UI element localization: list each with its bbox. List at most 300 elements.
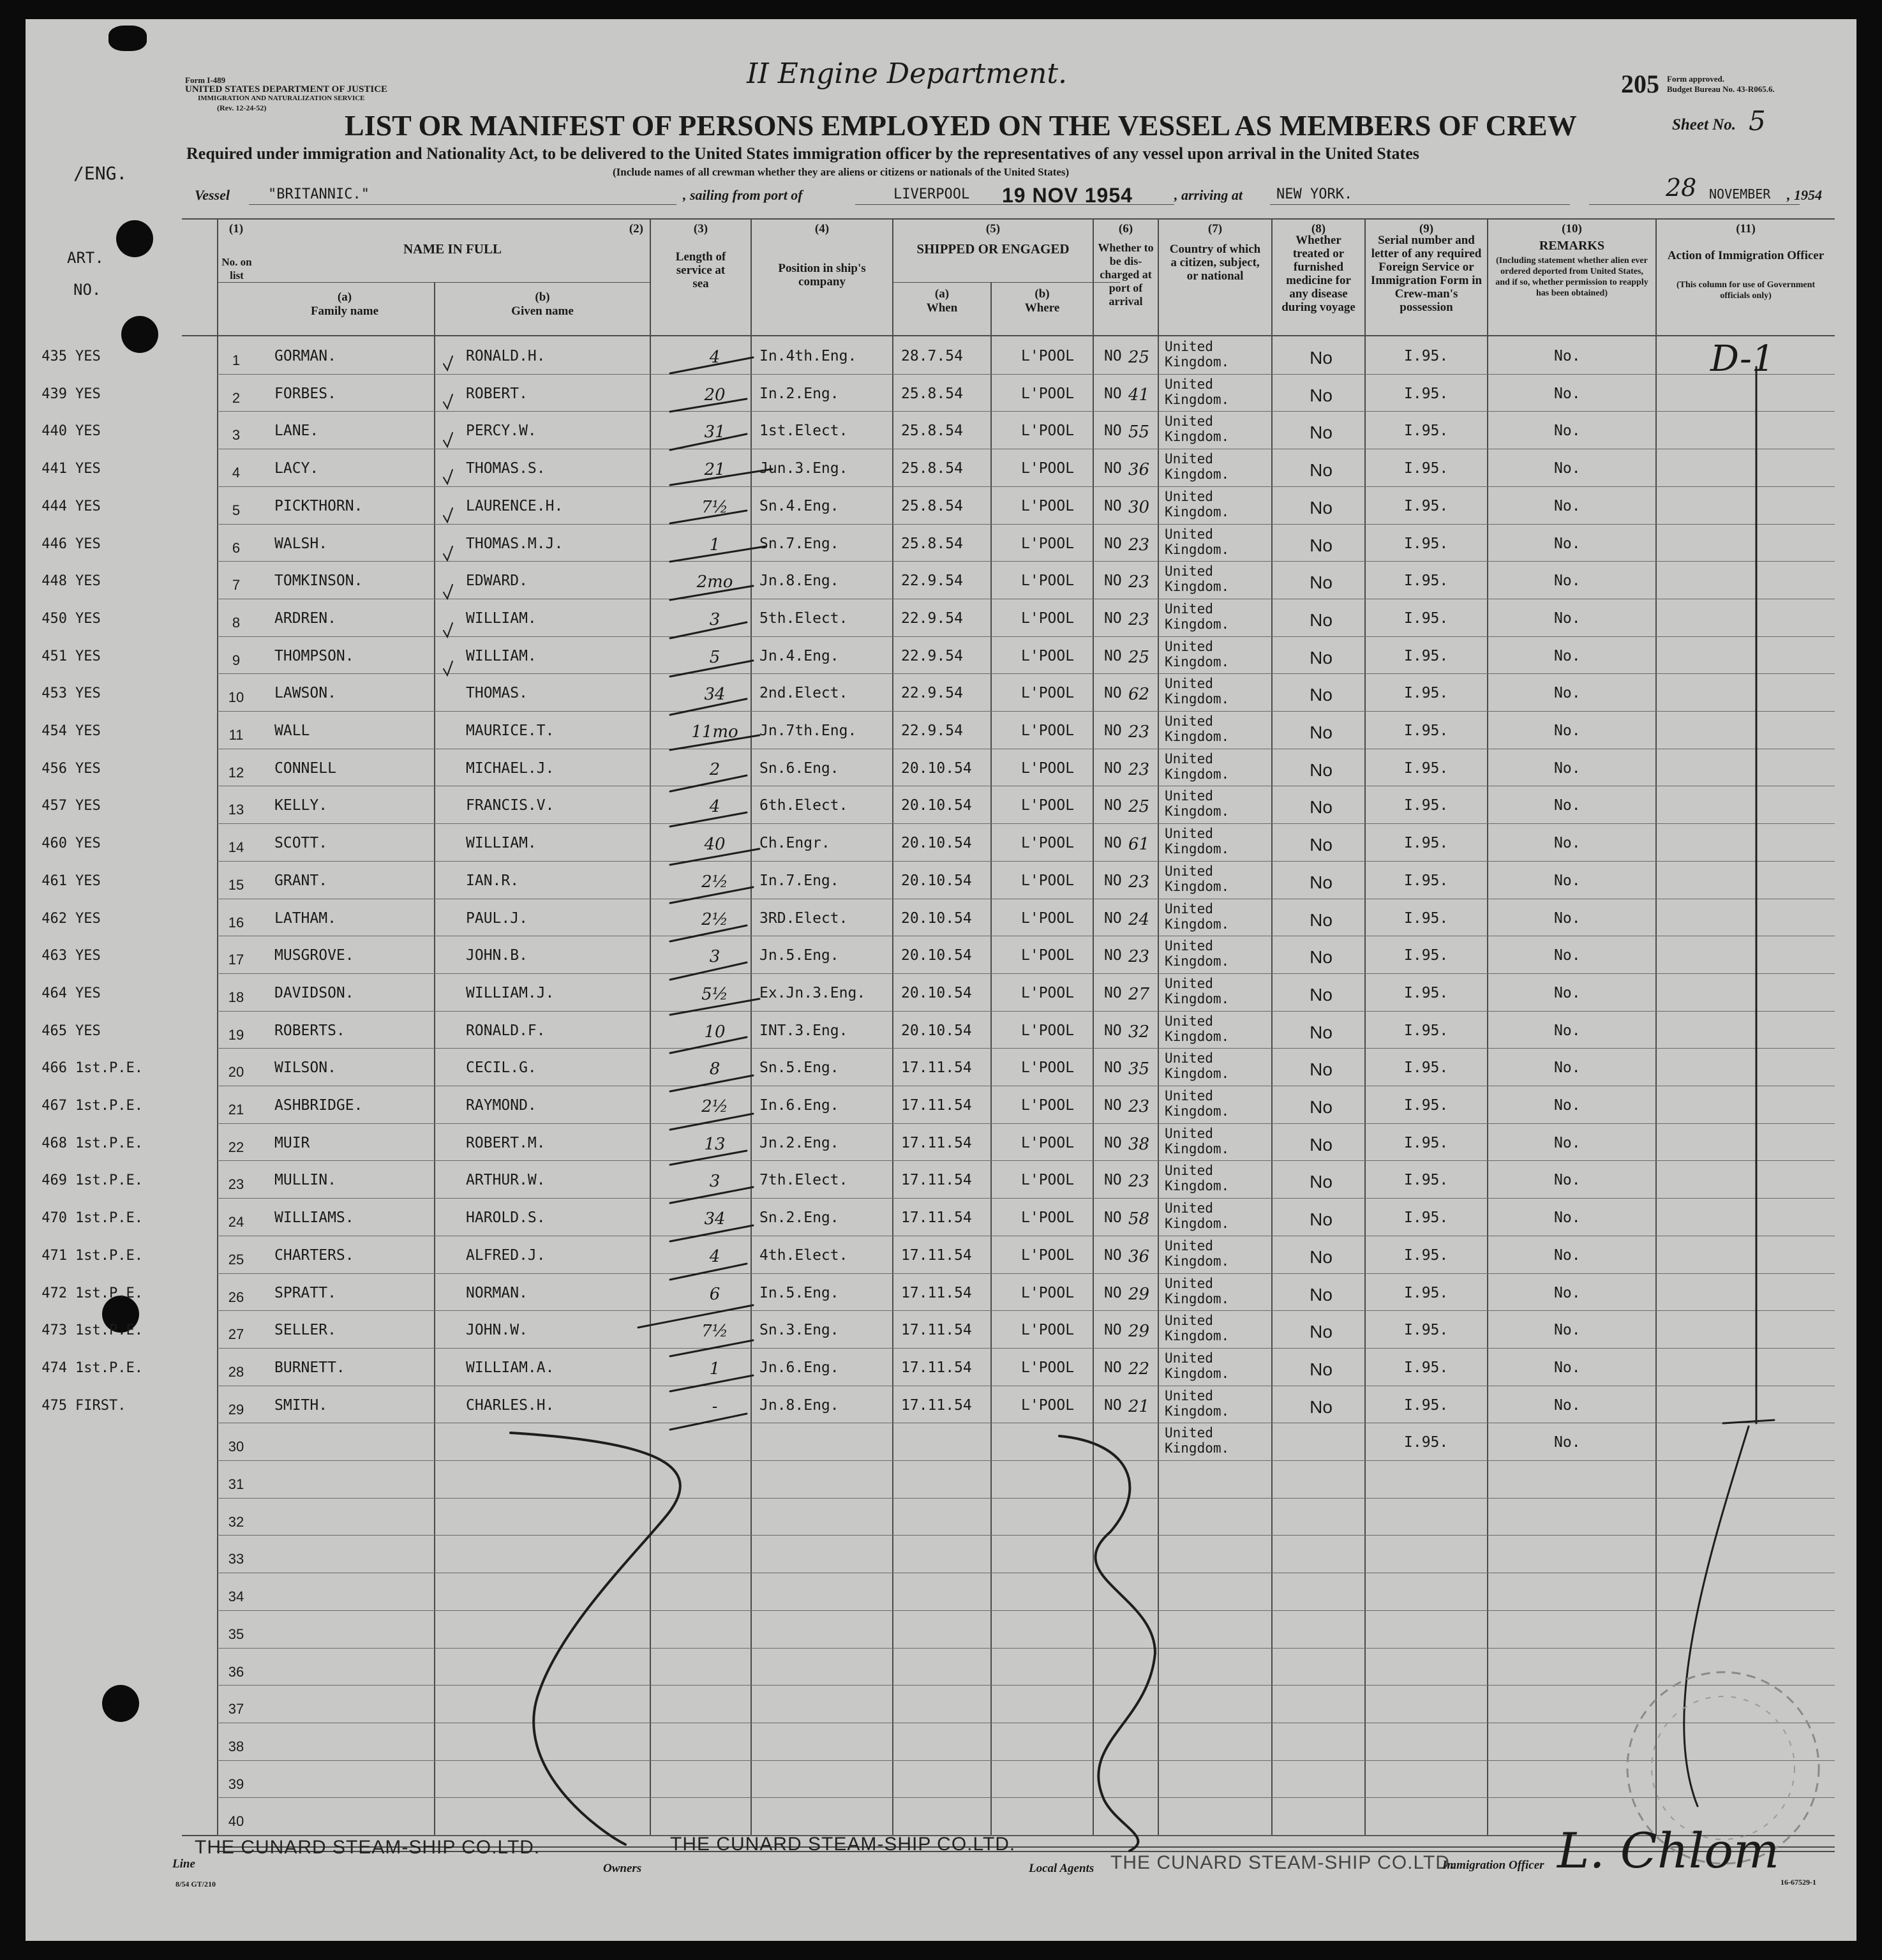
cell-country-line1: United <box>1165 976 1213 991</box>
cell-discharge: NO <box>1104 572 1122 589</box>
cell-country-line1: United <box>1165 601 1213 617</box>
row-number: 27 <box>228 1326 244 1342</box>
cell-status: YES <box>75 536 101 552</box>
cell-country-line2: Kingdom. <box>1165 1328 1230 1343</box>
col5b-header: Where <box>1024 301 1060 315</box>
cell-art: 439 <box>41 386 67 402</box>
agents-stamp: THE CUNARD STEAM-SHIP CO.LTD. <box>1110 1852 1456 1873</box>
cell-position: INT.3.Eng. <box>759 1022 848 1039</box>
row-number: 35 <box>228 1626 244 1642</box>
cell-art: 454 <box>41 723 67 739</box>
cell-where: L'POOL <box>1021 1397 1075 1414</box>
agency-subname: IMMIGRATION AND NATURALIZATION SERVICE <box>198 94 365 102</box>
cell-country-line2: Kingdom. <box>1165 916 1230 932</box>
cell-where: L'POOL <box>1021 947 1075 964</box>
cell-discharge: NO <box>1104 797 1122 814</box>
cell-given: RONALD.H. <box>466 348 546 364</box>
cell-given: ALFRED.J. <box>466 1247 546 1264</box>
cell-remarks: No. <box>1554 1059 1581 1076</box>
cell-position: 7th.Elect. <box>759 1172 848 1188</box>
cell-where: L'POOL <box>1021 685 1075 701</box>
cell-position: In.5.Eng. <box>759 1285 839 1301</box>
cell-country-line2: Kingdom. <box>1165 617 1230 632</box>
cell-serial: I.95. <box>1404 1434 1449 1451</box>
cell-where: L'POOL <box>1021 985 1075 1001</box>
cell-serial: I.95. <box>1404 1247 1449 1264</box>
cell-position: In.6.Eng. <box>759 1097 839 1114</box>
cell-when: 17.11.54 <box>901 1397 972 1414</box>
row-number: 30 <box>228 1439 244 1455</box>
cell-length: 7½ <box>701 498 728 517</box>
col10-subheader: (Including statement whether alien ever ordered deported from United States, and if so, whether permission to reapply has been obtained) <box>1495 256 1648 298</box>
col10-number: (10) <box>1562 222 1582 236</box>
cell-status: 1st.P.E. <box>75 1098 143 1114</box>
cell-discharge: NO <box>1104 1247 1122 1264</box>
cell-discharge: NO <box>1104 872 1122 889</box>
cell-position: Ch.Engr. <box>759 835 830 851</box>
cell-discharge: NO <box>1104 423 1122 439</box>
cell-length: 5½ <box>701 985 728 1004</box>
cell-family: LANE. <box>274 423 319 439</box>
cell-length: 21 <box>704 460 726 479</box>
cell-when: 22.9.54 <box>901 648 963 664</box>
cell-remarks: No. <box>1554 910 1581 927</box>
cell-country-line1: United <box>1165 751 1213 767</box>
cell-family: THOMPSON. <box>274 648 354 664</box>
cell-discharge: NO <box>1104 985 1122 1001</box>
cell-position: Jn.4.Eng. <box>759 648 839 664</box>
sailing-label: , sailing from port of <box>683 187 803 203</box>
row-number: 23 <box>228 1176 244 1192</box>
cell-art: 470 <box>41 1210 67 1226</box>
cell-given: ARTHUR.W. <box>466 1172 546 1188</box>
cell-when: 25.8.54 <box>901 385 963 402</box>
cell-position: In.2.Eng. <box>759 385 839 402</box>
cell-age: 62 <box>1128 685 1150 704</box>
col6-header: Whether to be dis-charged at port of arrival <box>1098 241 1154 308</box>
cell-age: 23 <box>1128 1172 1150 1191</box>
cell-given: ROBERT. <box>466 385 528 402</box>
cell-status: 1st.P.E. <box>75 1135 143 1151</box>
row-number: 38 <box>228 1739 244 1754</box>
local-agents-label: Local Agents <box>1029 1862 1094 1875</box>
cell-given: WILLIAM. <box>466 610 537 627</box>
cell-where: L'POOL <box>1021 498 1075 514</box>
cell-country-line1: United <box>1165 489 1213 504</box>
cell-length: 2½ <box>701 1097 728 1116</box>
art-label: ART. <box>67 249 104 267</box>
cell-remarks: No. <box>1554 947 1581 964</box>
cell-country-line1: United <box>1165 1126 1213 1141</box>
cell-family: LATHAM. <box>274 910 336 927</box>
owners-stamp: THE CUNARD STEAM-SHIP CO.LTD. <box>670 1834 1016 1855</box>
cell-position: Jn.8.Eng. <box>759 572 839 589</box>
cell-remarks: No. <box>1554 1285 1581 1301</box>
row-number: 22 <box>228 1139 244 1155</box>
officer-label: Immigration Officer <box>1442 1859 1544 1872</box>
cell-art: 469 <box>41 1172 67 1188</box>
cell-age: 23 <box>1128 947 1150 966</box>
col2a-header: Family name <box>310 304 379 318</box>
cell-serial: I.95. <box>1404 498 1449 514</box>
vessel-name: "BRITANNIC." <box>268 186 370 202</box>
cell-treated: No <box>1310 535 1333 555</box>
cell-given: HAROLD.S. <box>466 1209 546 1226</box>
cell-where: L'POOL <box>1021 610 1075 627</box>
cell-status: YES <box>75 1023 101 1039</box>
cell-art: 465 <box>41 1023 67 1039</box>
cell-treated: No <box>1310 835 1333 855</box>
cell-treated: No <box>1310 610 1333 630</box>
cell-country-line1: United <box>1165 1201 1213 1216</box>
cell-serial: I.95. <box>1404 572 1449 589</box>
cell-position: Ex.Jn.3.Eng. <box>759 985 866 1001</box>
cell-when: 20.10.54 <box>901 835 972 851</box>
cell-discharge: NO <box>1104 685 1122 701</box>
col2-header: NAME IN FULL <box>403 241 502 257</box>
cell-country-line2: Kingdom. <box>1165 392 1230 407</box>
cell-where: L'POOL <box>1021 535 1075 552</box>
cell-treated: No <box>1310 1135 1333 1155</box>
row-number: 9 <box>232 652 241 668</box>
form-approved: Form approved. <box>1667 74 1725 84</box>
cell-age: 23 <box>1128 535 1150 555</box>
cell-given: MICHAEL.J. <box>466 760 555 777</box>
cell-length: 7½ <box>701 1322 728 1341</box>
cell-when: 20.10.54 <box>901 947 972 964</box>
form-subnote: (Include names of all crewman whether they are aliens or citizens or nationals of the United States) <box>613 166 1070 178</box>
cell-serial: I.95. <box>1404 348 1449 364</box>
cell-art: 475 <box>41 1398 67 1414</box>
cell-treated: No <box>1310 910 1333 930</box>
cell-age: 29 <box>1128 1285 1150 1304</box>
cell-where: L'POOL <box>1021 1097 1075 1114</box>
cell-when: 17.11.54 <box>901 1172 972 1188</box>
cell-remarks: No. <box>1554 835 1581 851</box>
cell-discharge: NO <box>1104 1135 1122 1151</box>
void-mark <box>1059 1436 1155 1851</box>
cell-remarks: No. <box>1554 423 1581 439</box>
cell-where: L'POOL <box>1021 1359 1075 1376</box>
art-no-label: NO. <box>73 281 101 299</box>
cell-treated: No <box>1310 572 1333 592</box>
cell-art: 464 <box>41 985 67 1001</box>
cell-position: Jun.3.Eng. <box>759 460 848 477</box>
cell-remarks: No. <box>1554 535 1581 552</box>
cell-age: 25 <box>1128 648 1150 667</box>
cell-remarks: No. <box>1554 1322 1581 1338</box>
cell-position: Jn.2.Eng. <box>759 1135 839 1151</box>
cell-age: 23 <box>1128 872 1150 892</box>
cell-given: THOMAS.M.J. <box>466 535 564 552</box>
cell-serial: I.95. <box>1404 1022 1449 1039</box>
cell-remarks: No. <box>1554 648 1581 664</box>
cell-where: L'POOL <box>1021 1322 1075 1338</box>
row-number: 10 <box>228 689 244 705</box>
cell-age: 23 <box>1128 722 1150 742</box>
cell-status: YES <box>75 835 101 851</box>
cell-art: 440 <box>41 423 67 439</box>
cell-where: L'POOL <box>1021 910 1075 927</box>
cell-status: YES <box>75 723 101 739</box>
col11-number: (11) <box>1736 222 1756 236</box>
cell-position: Jn.8.Eng. <box>759 1397 839 1414</box>
cell-when: 20.10.54 <box>901 1022 972 1039</box>
cell-family: WALSH. <box>274 535 328 552</box>
cell-where: L'POOL <box>1021 1172 1075 1188</box>
cell-family: PICKTHORN. <box>274 498 363 514</box>
form-revision: (Rev. 12-24-52) <box>217 103 267 112</box>
cell-length: 4 <box>709 348 721 367</box>
cell-serial: I.95. <box>1404 1059 1449 1076</box>
arrival-month: NOVEMBER <box>1709 186 1771 202</box>
cell-art: 457 <box>41 798 67 814</box>
cell-country-line2: Kingdom. <box>1165 1253 1230 1269</box>
cell-age: 29 <box>1128 1322 1150 1341</box>
cell-given: EDWARD. <box>466 572 528 589</box>
row-number: 8 <box>232 615 241 631</box>
row-number: 39 <box>228 1776 244 1792</box>
cell-age: 23 <box>1128 610 1150 629</box>
cell-serial: I.95. <box>1404 685 1449 701</box>
cell-serial: I.95. <box>1404 797 1449 814</box>
cell-country-line2: Kingdom. <box>1165 1216 1230 1231</box>
cell-position: 5th.Elect. <box>759 610 848 627</box>
cell-family: LACY. <box>274 460 319 477</box>
cell-treated: No <box>1310 685 1333 705</box>
cell-country-line1: United <box>1165 714 1213 729</box>
cell-family: SMITH. <box>274 1397 328 1414</box>
cell-where: L'POOL <box>1021 760 1075 777</box>
cell-discharge: NO <box>1104 1059 1122 1076</box>
cell-art: 471 <box>41 1248 67 1264</box>
cell-status: YES <box>75 985 101 1001</box>
cell-given: JOHN.W. <box>466 1322 528 1338</box>
cell-position: Sn.3.Eng. <box>759 1322 839 1338</box>
cell-discharge: NO <box>1104 1022 1122 1039</box>
cell-treated: No <box>1310 985 1333 1005</box>
cell-art: 446 <box>41 536 67 552</box>
col5b-letter: (b) <box>1034 287 1050 301</box>
col10-header: REMARKS <box>1539 239 1605 253</box>
cell-when: 20.10.54 <box>901 797 972 814</box>
row-number: 5 <box>232 502 241 518</box>
cell-given: NORMAN. <box>466 1285 528 1301</box>
row-number: 17 <box>228 952 244 968</box>
cell-position: Sn.2.Eng. <box>759 1209 839 1226</box>
cell-serial: I.95. <box>1404 872 1449 889</box>
cell-discharge: NO <box>1104 1285 1122 1301</box>
row-number: 16 <box>228 915 244 931</box>
row-number: 7 <box>232 577 241 593</box>
row-number: 31 <box>228 1476 244 1492</box>
cell-art: 462 <box>41 911 67 927</box>
cell-discharge: NO <box>1104 1322 1122 1338</box>
cell-where: L'POOL <box>1021 460 1075 477</box>
cell-status: 1st.P.E. <box>75 1060 143 1076</box>
cell-given: LAURENCE.H. <box>466 498 564 514</box>
cell-discharge: NO <box>1104 1359 1122 1376</box>
page-number: 205 <box>1621 70 1659 98</box>
cell-length: 2mo <box>696 572 733 592</box>
cell-remarks: No. <box>1554 985 1581 1001</box>
cell-when: 22.9.54 <box>901 685 963 701</box>
cell-position: 2nd.Elect. <box>759 685 848 701</box>
cell-length: 2½ <box>701 872 728 892</box>
cell-given: MAURICE.T. <box>466 722 555 739</box>
col5-header: SHIPPED OR ENGAGED <box>916 241 1070 257</box>
cell-length: 34 <box>704 1209 726 1229</box>
cell-remarks: No. <box>1554 1359 1581 1376</box>
col4-number: (4) <box>814 222 830 236</box>
cell-when: 22.9.54 <box>901 572 963 589</box>
cell-family: DAVIDSON. <box>274 985 354 1001</box>
cell-remarks: No. <box>1554 1397 1581 1414</box>
cell-length: 2½ <box>701 910 728 929</box>
cell-length: - <box>712 1397 718 1416</box>
cell-where: L'POOL <box>1021 1059 1075 1076</box>
cell-where: L'POOL <box>1021 1022 1075 1039</box>
cell-status: YES <box>75 761 101 777</box>
cell-length: 40 <box>704 835 726 854</box>
cell-country-line2: Kingdom. <box>1165 1103 1230 1119</box>
cell-position: In.4th.Eng. <box>759 348 857 364</box>
cell-when: 20.10.54 <box>901 872 972 889</box>
cell-family: MULLIN. <box>274 1172 336 1188</box>
cell-remarks: No. <box>1554 760 1581 777</box>
line-label: Line <box>172 1857 195 1871</box>
sheet-number: 5 <box>1749 105 1766 137</box>
owners-label: Owners <box>603 1862 642 1875</box>
cell-treated: No <box>1310 460 1333 480</box>
cell-country-line1: United <box>1165 938 1213 954</box>
cell-remarks: No. <box>1554 722 1581 739</box>
row-number: 29 <box>228 1402 244 1418</box>
cell-status: 1st.P.E. <box>75 1248 143 1264</box>
cell-when: 17.11.54 <box>901 1097 972 1114</box>
cell-family: KELLY. <box>274 797 328 814</box>
cell-where: L'POOL <box>1021 648 1075 664</box>
cell-age: 27 <box>1128 985 1150 1004</box>
cell-serial: I.95. <box>1404 423 1449 439</box>
cell-status: YES <box>75 611 101 627</box>
cell-when: 17.11.54 <box>901 1247 972 1264</box>
col2b-header: Given name <box>511 304 574 318</box>
cell-when: 28.7.54 <box>901 348 963 364</box>
col3-header: Length of service at sea <box>675 250 726 290</box>
cell-family: BURNETT. <box>274 1359 345 1376</box>
cell-length: 1 <box>709 1359 721 1379</box>
cell-art: 468 <box>41 1135 67 1151</box>
cell-serial: I.95. <box>1404 1172 1449 1188</box>
row-number: 21 <box>228 1102 244 1118</box>
cell-where: L'POOL <box>1021 797 1075 814</box>
cell-serial: I.95. <box>1404 1359 1449 1376</box>
cell-country-line1: United <box>1165 901 1213 916</box>
col1-number: (1) <box>228 222 244 236</box>
cell-treated: No <box>1310 1285 1333 1305</box>
cell-family: MUSGROVE. <box>274 947 354 964</box>
col1-header: No. on list <box>221 256 252 281</box>
cell-where: L'POOL <box>1021 385 1075 402</box>
cell-art: 474 <box>41 1360 67 1376</box>
cell-country-line2: Kingdom. <box>1165 467 1230 482</box>
cell-discharge: NO <box>1104 1209 1122 1226</box>
cell-where: L'POOL <box>1021 572 1075 589</box>
cell-country-line2: Kingdom. <box>1165 879 1230 894</box>
arriving-label: , arriving at <box>1174 187 1243 203</box>
cell-serial: I.95. <box>1404 835 1449 851</box>
col6-number: (6) <box>1118 222 1133 236</box>
cell-when: 17.11.54 <box>901 1359 972 1376</box>
cell-given: THOMAS. <box>466 685 528 701</box>
row-number: 36 <box>228 1664 244 1680</box>
cell-country-line2: Kingdom. <box>1165 804 1230 819</box>
cell-status: YES <box>75 498 101 514</box>
cell-age: 58 <box>1128 1209 1150 1229</box>
cell-position: Jn.5.Eng. <box>759 947 839 964</box>
row-number: 19 <box>228 1027 244 1043</box>
cell-serial: I.95. <box>1404 648 1449 664</box>
department-note: II Engine Department. <box>747 57 1068 90</box>
cell-age: 23 <box>1128 1097 1150 1116</box>
cell-family: SCOTT. <box>274 835 328 851</box>
cell-remarks: No. <box>1554 1022 1581 1039</box>
cell-given: PERCY.W. <box>466 423 537 439</box>
cell-age: 35 <box>1128 1059 1150 1079</box>
cell-length: 11mo <box>691 722 738 742</box>
cell-country-line2: Kingdom. <box>1165 841 1230 857</box>
cell-treated: No <box>1310 1209 1333 1229</box>
form-code: 16-67529-1 <box>1781 1878 1816 1887</box>
cell-discharge: NO <box>1104 498 1122 514</box>
cell-art: 450 <box>41 611 67 627</box>
cell-discharge: NO <box>1104 722 1122 739</box>
cell-treated: No <box>1310 1097 1333 1117</box>
cell-discharge: NO <box>1104 460 1122 477</box>
cell-given: WILLIAM.A. <box>466 1359 555 1376</box>
cell-status: 1st.P.E. <box>75 1172 143 1188</box>
cell-country-line2: Kingdom. <box>1165 991 1230 1006</box>
cell-country-line1: United <box>1165 864 1213 879</box>
cell-status: YES <box>75 798 101 814</box>
row-number: 33 <box>228 1551 244 1567</box>
cell-length: 4 <box>709 1247 721 1266</box>
cell-country-line1: United <box>1165 1238 1213 1253</box>
cell-family: CHARTERS. <box>274 1247 354 1264</box>
cell-length: 20 <box>704 385 726 405</box>
cell-remarks: No. <box>1554 1135 1581 1151</box>
cell-remarks: No. <box>1554 1209 1581 1226</box>
cell-when: 25.8.54 <box>901 423 963 439</box>
cell-country-line2: Kingdom. <box>1165 729 1230 744</box>
cell-length: 1 <box>709 535 721 555</box>
cell-country-line2: Kingdom. <box>1165 654 1230 670</box>
cell-when: 17.11.54 <box>901 1135 972 1151</box>
cell-treated: No <box>1310 722 1333 742</box>
row-number: 34 <box>228 1589 244 1605</box>
cell-country-line2: Kingdom. <box>1165 1366 1230 1381</box>
cell-remarks: No. <box>1554 1097 1581 1114</box>
cell-family: WALL <box>274 722 310 739</box>
cell-position: 6th.Elect. <box>759 797 848 814</box>
cell-where: L'POOL <box>1021 348 1075 364</box>
col2b-letter: (b) <box>535 290 550 304</box>
port-to: NEW YORK. <box>1276 186 1353 202</box>
row-number: 37 <box>228 1701 244 1717</box>
row-number: 25 <box>228 1252 244 1268</box>
cell-when: 20.10.54 <box>901 910 972 927</box>
